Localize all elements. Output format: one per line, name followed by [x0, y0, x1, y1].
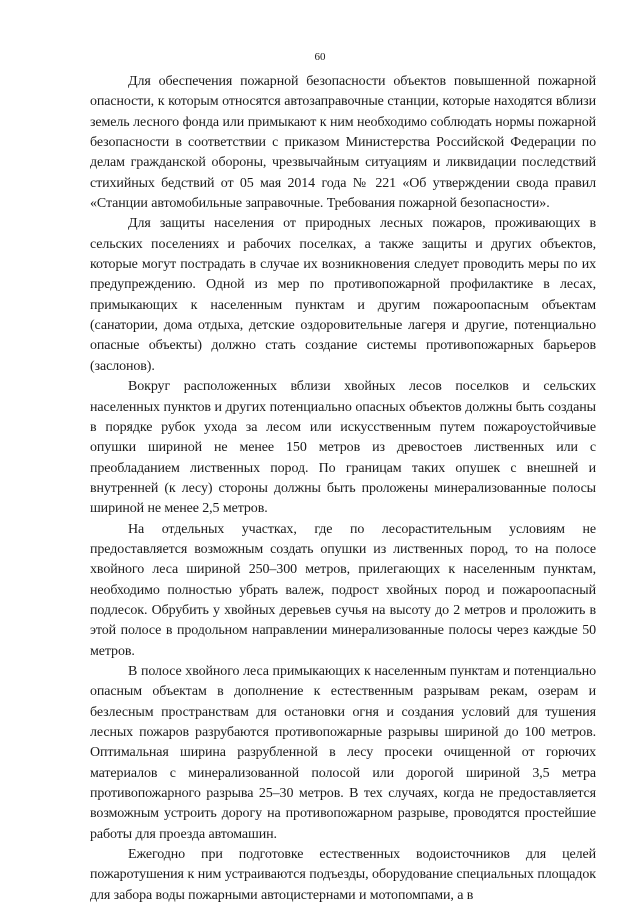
paragraph-population-protection: Для защиты населения от природных лесных пожаров, проживающих в сельских поселениях и рабочих поселках, а также защиты и других объектов, которые могут пострадать в случае их возникновения следует проводить меры по их предупреждению. Одной из мер по противопожарной профилактике в лесах, примыкающих к населенным пунктам и другим пожароопасным объектам (санатории, дома отдыха, детские оздоровительные лагеря и другие, потенциально опасные объекты) должно стать создание системы противопожарных барьеров (заслонов).: [90, 216, 596, 374]
paragraph-water-sources: Ежегодно при подготовке естественных водоисточников для целей пожаротушения к ним устраиваются подъезды, оборудование специальных площадок для забора воды пожарными автоцистернами и мотопомпами, а в: [90, 847, 596, 903]
page-number: 60: [314, 51, 326, 63]
paragraph-coniferous-strip: На отдельных участках, где по лесорастительным условиям не предоставляется возможным создать опушки из лиственных пород, то на полосе хвойного леса шириной 250–300 метров, прилегающих к населенным пунктам, необходимо полностью убрать валеж, подрост хвойных пород и пожароопасный подлесок. Обрубить у хвойных деревьев сучья на высоту до 2 метров и проложить в этой полосе в продольном направлении минерализованные полосы через каждые 50 метров.: [90, 521, 596, 659]
paragraph-fire-safety-stations: Для обеспечения пожарной безопасности объектов повышенной пожарной опасности, к которым относятся автозаправочные станции, которые находятся вблизи земель лесного фонда или примыкают к ним необходимо соблюдать нормы пожарной безопасности в соответствии с приказом Министерства Российской Федерации по делам гражданской обороны, чрезвычайным ситуациям и ликвидации последствий стихийных бедствий от 05 мая 2014 года № 221 «Об утверждении свода правил «Станции автомобильные заправочные. Требования пожарной безопасности».: [90, 74, 596, 212]
body-text: [90, 72, 596, 906]
paragraph-fire-resistant-edges: Вокруг расположенных вблизи хвойных лесов поселков и сельских населенных пунктов и других потенциально опасных объектов должны быть созданы в порядке рубок ухода за лесом или искусственным путем пожароустойчивые опушки шириной не менее 150 метров из древостоев лиственных или с преобладанием лиственных пород. По границам таких опушек с внешней и внутренней (к лесу) стороны должны быть проложены минерализованные полосы шириной не менее 2,5 метров.: [90, 379, 596, 517]
paragraph-firebreaks: В полосе хвойного леса примыкающих к населенным пунктам и потенциально опасным объектам в дополнение к естественным разрывам рекам, озерам и безлесным пространствам для остановки огня и создания условий для тушения лесных пожаров разрубаются противопожарные разрывы шириной до 100 метров. Оптимальная ширина разрубленной в лесу просеки очищенной от горючих материалов с минерализованной полосой или дорогой шириной 3,5 метра противопожарного разрыва 25–30 метров. В тех случаях, когда не предоставляется возможным устроить дорогу на противопожарном разрыве, проводятся простейшие работы для проезда автомашин.: [90, 663, 596, 842]
